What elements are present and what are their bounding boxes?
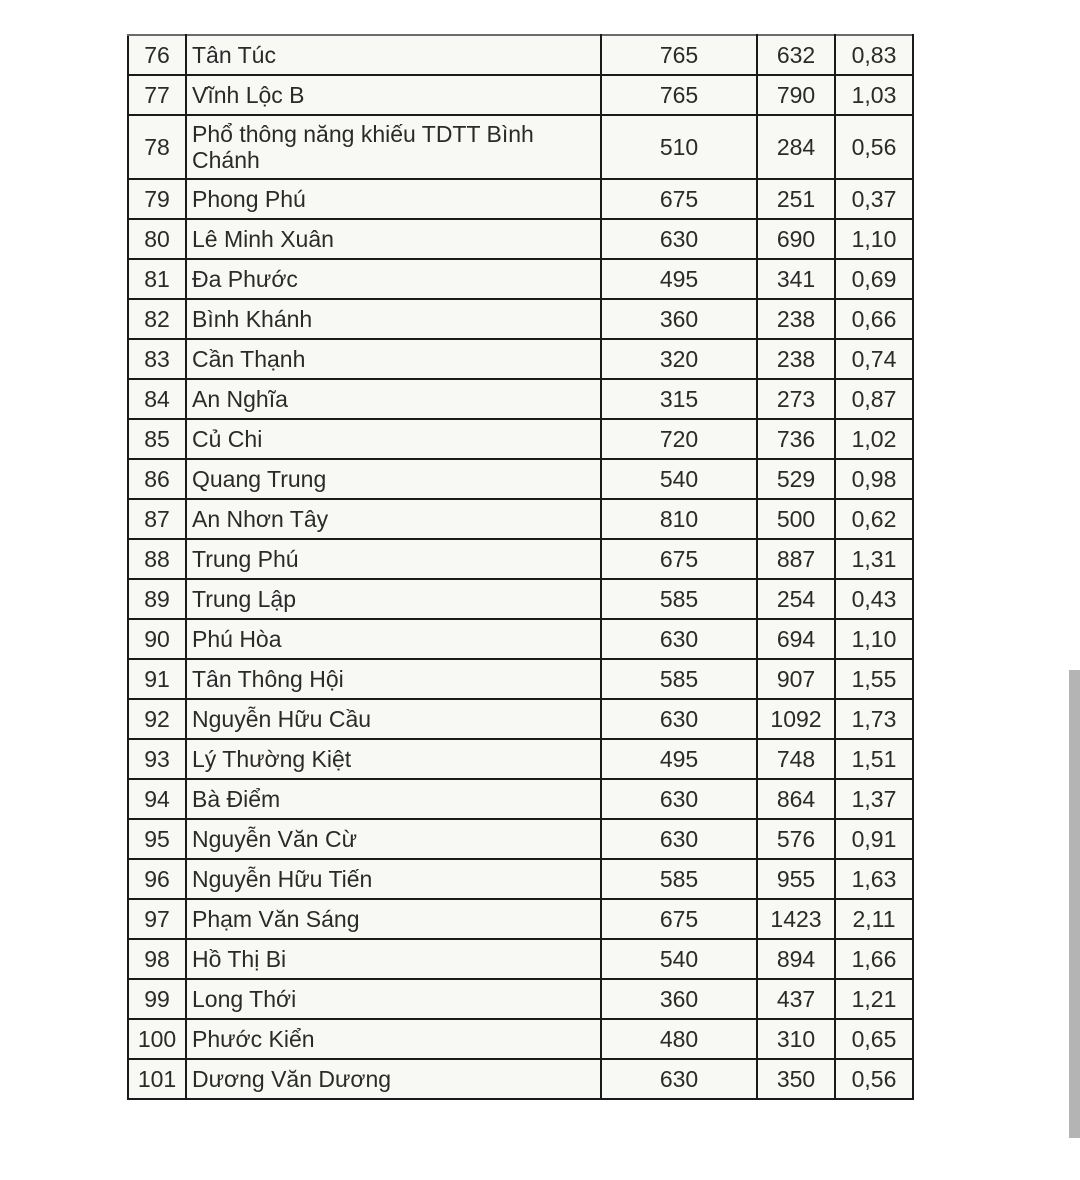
- registered-count-cell: 254: [757, 579, 835, 619]
- vertical-scrollbar-thumb[interactable]: [1069, 670, 1080, 1138]
- row-number-cell: 88: [128, 539, 186, 579]
- competition-ratio-cell: 1,55: [835, 659, 913, 699]
- table-row: [128, 339, 913, 379]
- competition-ratio-cell: 1,03: [835, 75, 913, 115]
- row-number-cell: 82: [128, 299, 186, 339]
- registered-count-cell: 1423: [757, 899, 835, 939]
- row-number-cell: 92: [128, 699, 186, 739]
- competition-ratio-cell: 0,74: [835, 339, 913, 379]
- school-name-cell: Nguyễn Văn Cừ: [186, 819, 601, 859]
- competition-ratio-cell: 1,21: [835, 979, 913, 1019]
- school-name-cell: Lê Minh Xuân: [186, 219, 601, 259]
- competition-ratio-cell: 0,43: [835, 579, 913, 619]
- school-name-cell: Tân Túc: [186, 35, 601, 75]
- competition-ratio-cell: 0,62: [835, 499, 913, 539]
- school-name-cell: Nguyễn Hữu Tiến: [186, 859, 601, 899]
- table-row: [128, 179, 913, 219]
- row-number-cell: 81: [128, 259, 186, 299]
- registered-count-cell: 694: [757, 619, 835, 659]
- row-number-cell: 95: [128, 819, 186, 859]
- row-number-cell: 96: [128, 859, 186, 899]
- quota-cell: 630: [601, 779, 757, 819]
- quota-cell: 720: [601, 419, 757, 459]
- row-number-cell: 90: [128, 619, 186, 659]
- table-row: [128, 779, 913, 819]
- table-row: [128, 819, 913, 859]
- school-name-cell: Long Thới: [186, 979, 601, 1019]
- row-number-cell: 99: [128, 979, 186, 1019]
- quota-cell: 765: [601, 35, 757, 75]
- quota-cell: 585: [601, 659, 757, 699]
- competition-ratio-cell: 1,10: [835, 619, 913, 659]
- quota-cell: 630: [601, 699, 757, 739]
- row-number-cell: 101: [128, 1059, 186, 1099]
- school-name-cell: Lý Thường Kiệt: [186, 739, 601, 779]
- registered-count-cell: 907: [757, 659, 835, 699]
- table-body: [128, 35, 913, 1099]
- school-name-cell: Cần Thạnh: [186, 339, 601, 379]
- quota-cell: 585: [601, 859, 757, 899]
- row-number-cell: 84: [128, 379, 186, 419]
- school-quota-table-container: [127, 34, 914, 1100]
- table-row: [128, 659, 913, 699]
- registered-count-cell: 238: [757, 299, 835, 339]
- table-row: [128, 859, 913, 899]
- competition-ratio-cell: 1,66: [835, 939, 913, 979]
- table-row: [128, 459, 913, 499]
- school-name-cell: Nguyễn Hữu Cầu: [186, 699, 601, 739]
- quota-cell: 675: [601, 179, 757, 219]
- registered-count-cell: 955: [757, 859, 835, 899]
- table-row: [128, 379, 913, 419]
- table-row: [128, 899, 913, 939]
- registered-count-cell: 350: [757, 1059, 835, 1099]
- competition-ratio-cell: 1,02: [835, 419, 913, 459]
- table-row: [128, 1059, 913, 1099]
- quota-cell: 480: [601, 1019, 757, 1059]
- competition-ratio-cell: 1,73: [835, 699, 913, 739]
- registered-count-cell: 341: [757, 259, 835, 299]
- school-name-cell: Củ Chi: [186, 419, 601, 459]
- registered-count-cell: 864: [757, 779, 835, 819]
- quota-cell: 315: [601, 379, 757, 419]
- quota-cell: 810: [601, 499, 757, 539]
- competition-ratio-cell: 0,56: [835, 115, 913, 179]
- row-number-cell: 98: [128, 939, 186, 979]
- row-number-cell: 100: [128, 1019, 186, 1059]
- registered-count-cell: 437: [757, 979, 835, 1019]
- competition-ratio-cell: 0,83: [835, 35, 913, 75]
- quota-cell: 675: [601, 539, 757, 579]
- row-number-cell: 78: [128, 115, 186, 179]
- school-name-cell: Tân Thông Hội: [186, 659, 601, 699]
- registered-count-cell: 238: [757, 339, 835, 379]
- school-name-cell: Vĩnh Lộc B: [186, 75, 601, 115]
- school-name-cell: An Nghĩa: [186, 379, 601, 419]
- competition-ratio-cell: 1,31: [835, 539, 913, 579]
- registered-count-cell: 273: [757, 379, 835, 419]
- row-number-cell: 83: [128, 339, 186, 379]
- competition-ratio-cell: 1,51: [835, 739, 913, 779]
- table-row: [128, 979, 913, 1019]
- table-row: [128, 35, 913, 75]
- quota-cell: 630: [601, 619, 757, 659]
- competition-ratio-cell: 0,37: [835, 179, 913, 219]
- school-name-cell: An Nhơn Tây: [186, 499, 601, 539]
- school-name-cell: Phổ thông năng khiếu TDTT Bình Chánh: [186, 115, 601, 179]
- row-number-cell: 86: [128, 459, 186, 499]
- competition-ratio-cell: 0,66: [835, 299, 913, 339]
- row-number-cell: 77: [128, 75, 186, 115]
- quota-cell: 495: [601, 739, 757, 779]
- registered-count-cell: 310: [757, 1019, 835, 1059]
- registered-count-cell: 790: [757, 75, 835, 115]
- competition-ratio-cell: 1,37: [835, 779, 913, 819]
- table-row: [128, 619, 913, 659]
- school-name-cell: Trung Phú: [186, 539, 601, 579]
- row-number-cell: 89: [128, 579, 186, 619]
- quota-cell: 510: [601, 115, 757, 179]
- registered-count-cell: 500: [757, 499, 835, 539]
- competition-ratio-cell: 1,10: [835, 219, 913, 259]
- school-name-cell: Bà Điểm: [186, 779, 601, 819]
- quota-cell: 585: [601, 579, 757, 619]
- quota-cell: 360: [601, 299, 757, 339]
- table-row: [128, 739, 913, 779]
- row-number-cell: 91: [128, 659, 186, 699]
- competition-ratio-cell: 0,98: [835, 459, 913, 499]
- quota-cell: 675: [601, 899, 757, 939]
- table-row: [128, 499, 913, 539]
- registered-count-cell: 251: [757, 179, 835, 219]
- row-number-cell: 80: [128, 219, 186, 259]
- row-number-cell: 94: [128, 779, 186, 819]
- registered-count-cell: 576: [757, 819, 835, 859]
- school-name-cell: Bình Khánh: [186, 299, 601, 339]
- registered-count-cell: 632: [757, 35, 835, 75]
- school-name-cell: Dương Văn Dương: [186, 1059, 601, 1099]
- row-number-cell: 93: [128, 739, 186, 779]
- registered-count-cell: 894: [757, 939, 835, 979]
- registered-count-cell: 736: [757, 419, 835, 459]
- school-name-cell: Đa Phước: [186, 259, 601, 299]
- school-quota-table: [127, 34, 914, 1100]
- table-row: [128, 699, 913, 739]
- row-number-cell: 87: [128, 499, 186, 539]
- competition-ratio-cell: 0,69: [835, 259, 913, 299]
- school-name-cell: Quang Trung: [186, 459, 601, 499]
- school-name-cell: Trung Lập: [186, 579, 601, 619]
- table-row: [128, 939, 913, 979]
- registered-count-cell: 748: [757, 739, 835, 779]
- registered-count-cell: 284: [757, 115, 835, 179]
- registered-count-cell: 529: [757, 459, 835, 499]
- quota-cell: 630: [601, 219, 757, 259]
- school-name-cell: Phạm Văn Sáng: [186, 899, 601, 939]
- quota-cell: 540: [601, 939, 757, 979]
- competition-ratio-cell: 0,87: [835, 379, 913, 419]
- table-row: [128, 579, 913, 619]
- quota-cell: 360: [601, 979, 757, 1019]
- row-number-cell: 97: [128, 899, 186, 939]
- table-row: [128, 219, 913, 259]
- table-row: [128, 75, 913, 115]
- competition-ratio-cell: 0,65: [835, 1019, 913, 1059]
- registered-count-cell: 887: [757, 539, 835, 579]
- school-name-cell: Hồ Thị Bi: [186, 939, 601, 979]
- registered-count-cell: 1092: [757, 699, 835, 739]
- quota-cell: 765: [601, 75, 757, 115]
- school-name-cell: Phú Hòa: [186, 619, 601, 659]
- table-row: [128, 259, 913, 299]
- table-row: [128, 115, 913, 179]
- table-row: [128, 419, 913, 459]
- quota-cell: 630: [601, 1059, 757, 1099]
- row-number-cell: 76: [128, 35, 186, 75]
- table-row: [128, 539, 913, 579]
- registered-count-cell: 690: [757, 219, 835, 259]
- competition-ratio-cell: 1,63: [835, 859, 913, 899]
- quota-cell: 630: [601, 819, 757, 859]
- quota-cell: 495: [601, 259, 757, 299]
- row-number-cell: 85: [128, 419, 186, 459]
- row-number-cell: 79: [128, 179, 186, 219]
- school-name-cell: Phong Phú: [186, 179, 601, 219]
- table-row: [128, 1019, 913, 1059]
- table-row: [128, 299, 913, 339]
- competition-ratio-cell: 0,91: [835, 819, 913, 859]
- competition-ratio-cell: 2,11: [835, 899, 913, 939]
- competition-ratio-cell: 0,56: [835, 1059, 913, 1099]
- school-name-cell: Phước Kiển: [186, 1019, 601, 1059]
- quota-cell: 320: [601, 339, 757, 379]
- quota-cell: 540: [601, 459, 757, 499]
